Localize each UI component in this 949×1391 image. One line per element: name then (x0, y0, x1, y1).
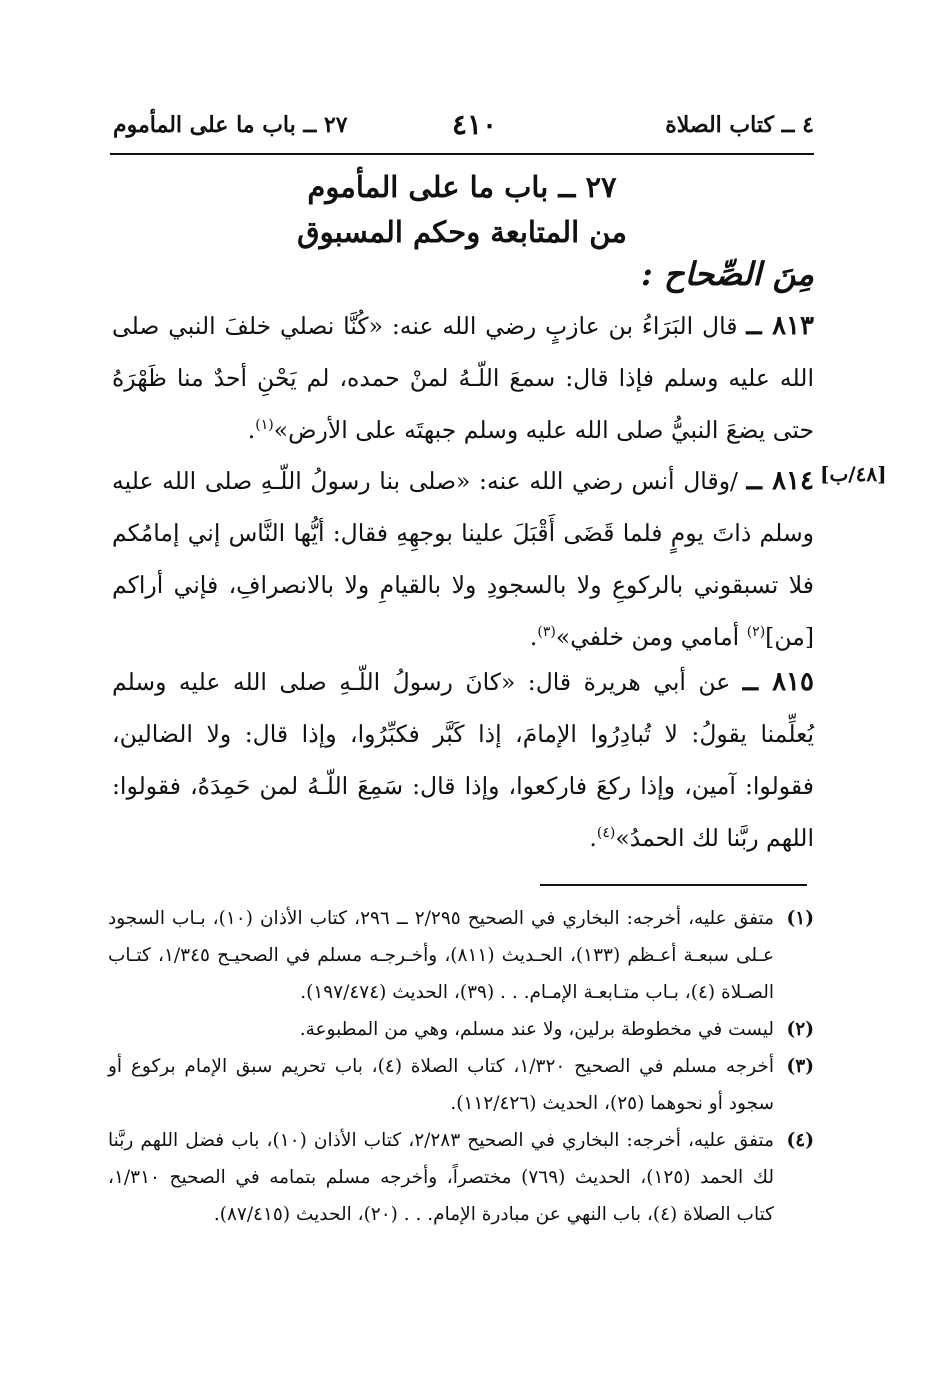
hadith-815 (112, 656, 814, 864)
footnote-1 (108, 900, 814, 1011)
footnote-text: أخرجه مسلم في الصحيح ١/٣٢٠، كتاب الصلاة (٤)، باب تحريم سبق الإمام بركوع أو سجود أو نحوهما (٢٥)، الحديث (١١٢/٤٢٦). (108, 1056, 774, 1114)
footnote-marker: (٢) (786, 1019, 814, 1040)
hadith-text: /وقال أنس رضي الله عنه: «صلى بنا رسولُ اللّـهِ صلى الله عليه وسلم ذاتَ يومٍ فلما قَضَى أَقْبَلَ علينا بوجهِهِ فقال: أيُّها النَّاس إني إمامُكم فلا تسبقوني بالركوعِ ولا بالسجودِ ولا بالقيامِ ولا بالانصرافِ، فإني أراكم [من] (112, 467, 814, 651)
section-heading: مِنَ الصِّحاح : (640, 255, 814, 293)
hadith-text: قال البَرَاءُ بن عازبٍ رضي الله عنه: «كُنَّا نصلي خلفَ النبي صلى الله عليه وسلم فإذا قال: سمعَ اللّـهُ لمنْ حمده، لم يَحْنِ أحدٌ منا ظَهْرَهُ حتى يضعَ النبيُّ صلى الله عليه وسلم جبهتَه على الأرض» (112, 312, 814, 444)
hadith-813 (112, 300, 814, 456)
running-header-book: ٤ ــ كتاب الصلاة (665, 112, 814, 138)
footnote-marker: (١) (786, 908, 814, 929)
hadith-number: ٨١٣ ــ (746, 311, 814, 341)
hadith-text-continued: أمامي ومن خلفي» (555, 623, 740, 651)
hadith-end: . (247, 416, 256, 444)
running-header-chapter: ٢٧ ــ باب ما على المأموم (113, 112, 348, 138)
footnote-ref: (٤) (596, 825, 616, 842)
page-number: ٤١٠ (451, 108, 498, 141)
manuscript-folio-note: [٤٨/ب] (820, 462, 887, 486)
hadith-end: . (589, 824, 597, 852)
chapter-title: ٢٧ ــ باب ما على المأموم (307, 170, 617, 204)
footnote-marker: (٤) (786, 1130, 814, 1151)
footnote-text: متفق عليه، أخرجه: البخاري في الصحيح ٢/٢٩٥ ــ ٢٩٦، كتاب الأذان (١٠)، بـاب السجود عـلى سبعـة أعـظم (١٣٣)، الحـديث (٨١١)، وأخـرجـه مسلم في الصحيـح ١/٣٤٥، كتـاب الصـلاة (٤)، بـاب متـابعـة الإمـام. . . (٣٩)، الحديث (١٩٧/٤٧٤). (108, 908, 775, 1003)
footnote-text: ليست في مخطوطة برلين، ولا عند مسلم، وهي من المطبوعة. (299, 1019, 774, 1040)
footnote-ref: (١) (255, 417, 274, 434)
footnote-3 (108, 1048, 814, 1122)
footnote-4 (108, 1122, 814, 1233)
footnotes (108, 900, 814, 1233)
footnote-2 (108, 1011, 814, 1048)
hadith-number: ٨١٥ ــ (742, 667, 814, 697)
header-rule (110, 153, 814, 155)
hadith-814 (112, 455, 814, 663)
chapter-subtitle: من المتابعة وحكم المسبوق (297, 215, 627, 249)
footnote-marker: (٣) (786, 1056, 814, 1077)
hadith-text: عن أبي هريرة قال: «كانَ رسولُ اللّـهِ صلى الله عليه وسلم يُعلِّمنا يقولُ: لا تُبادِرُوا الإمامَ، إذا كَبَّر فكبِّرُوا، وإذا قال: ولا الضالين، فقولوا: آمين، وإذا ركعَ فاركعوا، وإذا قال: سَمِعَ اللّـهُ لمن حَمِدَهُ، فقولوا: اللهم ربَّنا لك الحمدُ» (112, 668, 814, 852)
hadith-number: ٨١٤ ــ (746, 466, 814, 496)
footnote-separator (540, 884, 807, 886)
footnote-ref: (٣) (537, 624, 556, 641)
footnote-ref: (٢) (746, 624, 766, 641)
footnote-text: متفق عليه، أخرجه: البخاري في الصحيح ٢/٢٨٣، كتاب الأذان (١٠)، باب فضل اللهم ربَّنا لك الحمد (١٢٥)، الحديث (٧٦٩) مختصراً، وأخرجه مسلم بتمامه في الصحيح ١/٣١٠، كتاب الصلاة (٤)، باب النهي عن مبادرة الإمام. . . (٢٠)، الحديث (٨٧/٤١٥). (108, 1130, 774, 1225)
hadith-end: . (529, 623, 538, 651)
